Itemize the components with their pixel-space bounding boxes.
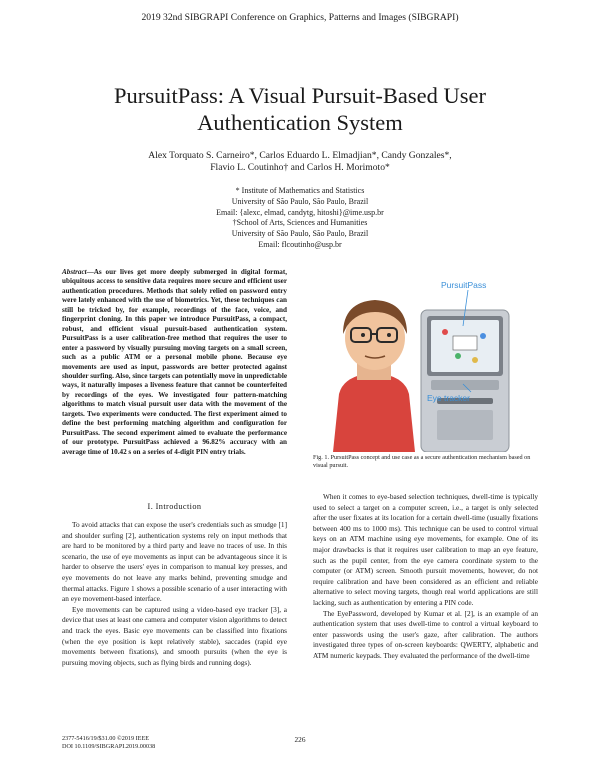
- affiliation-line: University of São Paulo, São Paulo, Brazil: [231, 196, 369, 206]
- eye-tracker-bar: [431, 380, 499, 390]
- page-number: 226: [294, 735, 306, 744]
- body-column-left: [62, 520, 287, 668]
- figure-caption: Fig. 1. PursuitPass concept and use case as a secure authentication mechanism based on visual pursuit.: [313, 454, 531, 469]
- affiliation-line: * Institute of Mathematics and Statistics: [235, 186, 365, 195]
- paragraph: To avoid attacks that can expose the user's credentials such as smudge [1] and shoulder surfing [2], authentication systems rely on input methods that are hard to be monitored by a third party and leave no traces of use. In this scenario, the use of eye movements as input can be advantageous since it is harder to observe the users' eyes in comparison to manual key presses, and eye movements do not leave any marks behind, preventing smudge and thermal attacks. Figure 1 shows a possible scenario of a user interacting with an eye movement-based interface.: [62, 520, 287, 604]
- footer-line-1: 2377-5416/19/$31.00 ©2019 IEEE: [62, 735, 150, 742]
- authors-line-1: Alex Torquato S. Carneiro*, Carlos Eduardo L. Elmadjian*, Candy Gonzales*,: [148, 150, 452, 161]
- author-list: [90, 150, 510, 174]
- affiliations: [150, 186, 450, 251]
- authors-line-2: Flavio L. Coutinho† and Carlos H. Morimoto*: [210, 162, 390, 174]
- body-column-right: [313, 492, 538, 662]
- paragraph: Eye movements can be captured using a video-based eye tracker [3], a device that uses at least one camera and computer vision algorithms to detect and track the eyes. Basic eye movements can be classified into fixations (when the eye position is kept relatively stable), saccades (rapid eye movements between fixations), and smooth pursuits (when the eye is pursuing moving objects, such as flying birds and running dogs).: [62, 604, 287, 667]
- affiliation-line: University of São Paulo, São Paulo, Brazil: [231, 229, 369, 239]
- abstract: [62, 268, 287, 457]
- affiliation-email: Email: {alexc, elmad, candytg, hitoshi}@ime.usp.br: [216, 207, 384, 217]
- abstract-text: —As our lives get more deeply submerged in digital format, ubiquitous access to sensitive data requires more secure and efficient user authentication procedures. Methods that solely relied on password entry were lately enhanced with the use of biometrics. Yet, these techniques can still be tricked by, for example, recordings of the face, voice, and fingerprint cloning. In this paper we introduce PursuitPass, a compact, robust, and efficient visual pursuit-based authentication system. PursuitPass is a user calibration-free method that requires the user to enter a password by visually pursuing moving targets on a small screen, such as a public ATM or a personal mobile phone. Because eye movements are used as input, passwords are better protected against shoulder surfing. Also, since targets can potentially move in unpredictable ways, it naturally imposes a liveness feature that cannot be counterfeited by recordings of the eyes. We investigated four pattern-matching algorithms to match visual pursuit user data with the movement of the targets. Two experiments were conducted. The first experiment aimed to define the best performing matching algorithm and configuration for PursuitPass. The second experiment aimed to evaluate the performance of our prototype. PursuitPass achieved a 96.82% accuracy with an average time of 10.42 s on a series of 4-digit PIN entry trials.: [62, 268, 287, 456]
- footer-doi: DOI 10.1109/SIBGRAPI.2019.00038: [62, 742, 156, 750]
- pursuitpass-label: PursuitPass: [441, 280, 487, 290]
- conference-header: 2019 32nd SIBGRAPI Conference on Graphics, Patterns and Images (SIBGRAPI): [141, 12, 459, 23]
- atm-kiosk: [421, 310, 509, 452]
- paragraph: The EyePassword, developed by Kumar et al. [2], is an example of an authentication system that uses dwell-time to control a virtual keyboard to enter passwords using the user's gaze, after calibration. The authors investigated three types of on-screen keyboards: QWERTY, alphabetic and ATM numeric keypads. They evaluated the performance of the dwell-time: [313, 608, 538, 660]
- title-line-1: PursuitPass: A Visual Pursuit-Based User: [113, 83, 486, 108]
- abstract-lead: Abstract: [62, 268, 87, 276]
- paragraph: When it comes to eye-based selection techniques, dwell-time is typically used to select a target on a computer screen, i.e., a target is only selected after the user fixates at its location for a certain dwell-time (usually fixations between 400 ms to 1000 ms). This technique can be used to control virtual keys on an ATM machine using eye movements, for example. One of its major drawbacks is that it requires user calibration to map an eye feature, such as the pupil center, from the eye camera coordinate system to the computer (or ATM) screen. Smooth pursuit movements, however, do not require calibration and have been considered as an efficient and reliable alternative to select moving targets, though real world applications are still lacking, such as authentication by entering a PIN code.: [313, 492, 538, 607]
- footer-copyright: [62, 735, 155, 751]
- eye-tracker-label: Eye tracker: [427, 393, 470, 403]
- figure-illustration: [313, 276, 538, 452]
- affiliation-email: Email: flcoutinho@usp.br: [258, 239, 342, 249]
- paper-title: [60, 82, 540, 136]
- affiliation-line: †School of Arts, Sciences and Humanities: [232, 218, 368, 228]
- section-heading: I. Introduction: [147, 502, 202, 511]
- title-line-2: Authentication System: [197, 110, 403, 135]
